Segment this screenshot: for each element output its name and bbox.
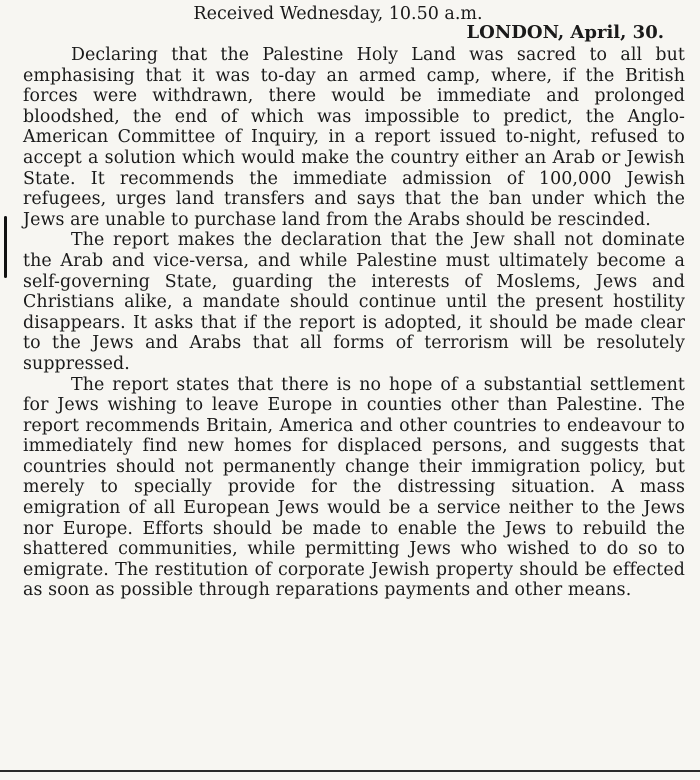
article-paragraph-2: The report makes the declaration that the Jew shall not dominate the Arab and vice-versa, and while Palestine must ultimately become a self-governing State, guarding the interests of Moslems, Jews and Christians alike, a mandate should continue until the present hostility disappears. It asks that if the report is adopted, it should be made clear to the Jews and Arabs that all forms of terrorism will be resolutely suppressed. xyxy=(23,230,685,374)
article-paragraph-1: Declaring that the Palestine Holy Land was sacred to all but emphasising that it was to-day an armed camp, where, if the British forces were withdrawn, there would be immediate and prolonged bloodshed, the end of which was impossible to predict, the Anglo-American Committee of Inquiry, in a report issued to-night, refused to accept a solution which would make the country either an Arab or Jewish State. It recommends the immediate admission of 100,000 Jewish refugees, urges land transfers and says that the ban under which the Jews are unable to purchase land from the Arabs should be rescinded. xyxy=(23,45,685,230)
bottom-rule xyxy=(0,770,700,772)
article-paragraph-3: The report states that there is no hope of a substantial settlement for Jews wishing to leave Europe in counties other than Palestine. The report recommends Britain, America and other countries to endeavour to immediately find new homes for displaced persons, and suggests that countries should not permanently change their immigration policy, but merely to specially provide for the distressing situation. A mass emigration of all European Jews would be a service neither to the Jews nor Europe. Efforts should be made to enable the Jews to rebuild the shattered communities, while permitting Jews who wished to do so to emigrate. The restitution of corporate Jewish property should be effected as soon as possible through reparations payments and other means. xyxy=(23,374,685,601)
margin-pen-mark xyxy=(4,216,7,278)
dateline: LONDON, April, 30. xyxy=(466,22,664,43)
received-line: Received Wednesday, 10.50 a.m. xyxy=(193,4,483,24)
article-body xyxy=(23,45,685,601)
